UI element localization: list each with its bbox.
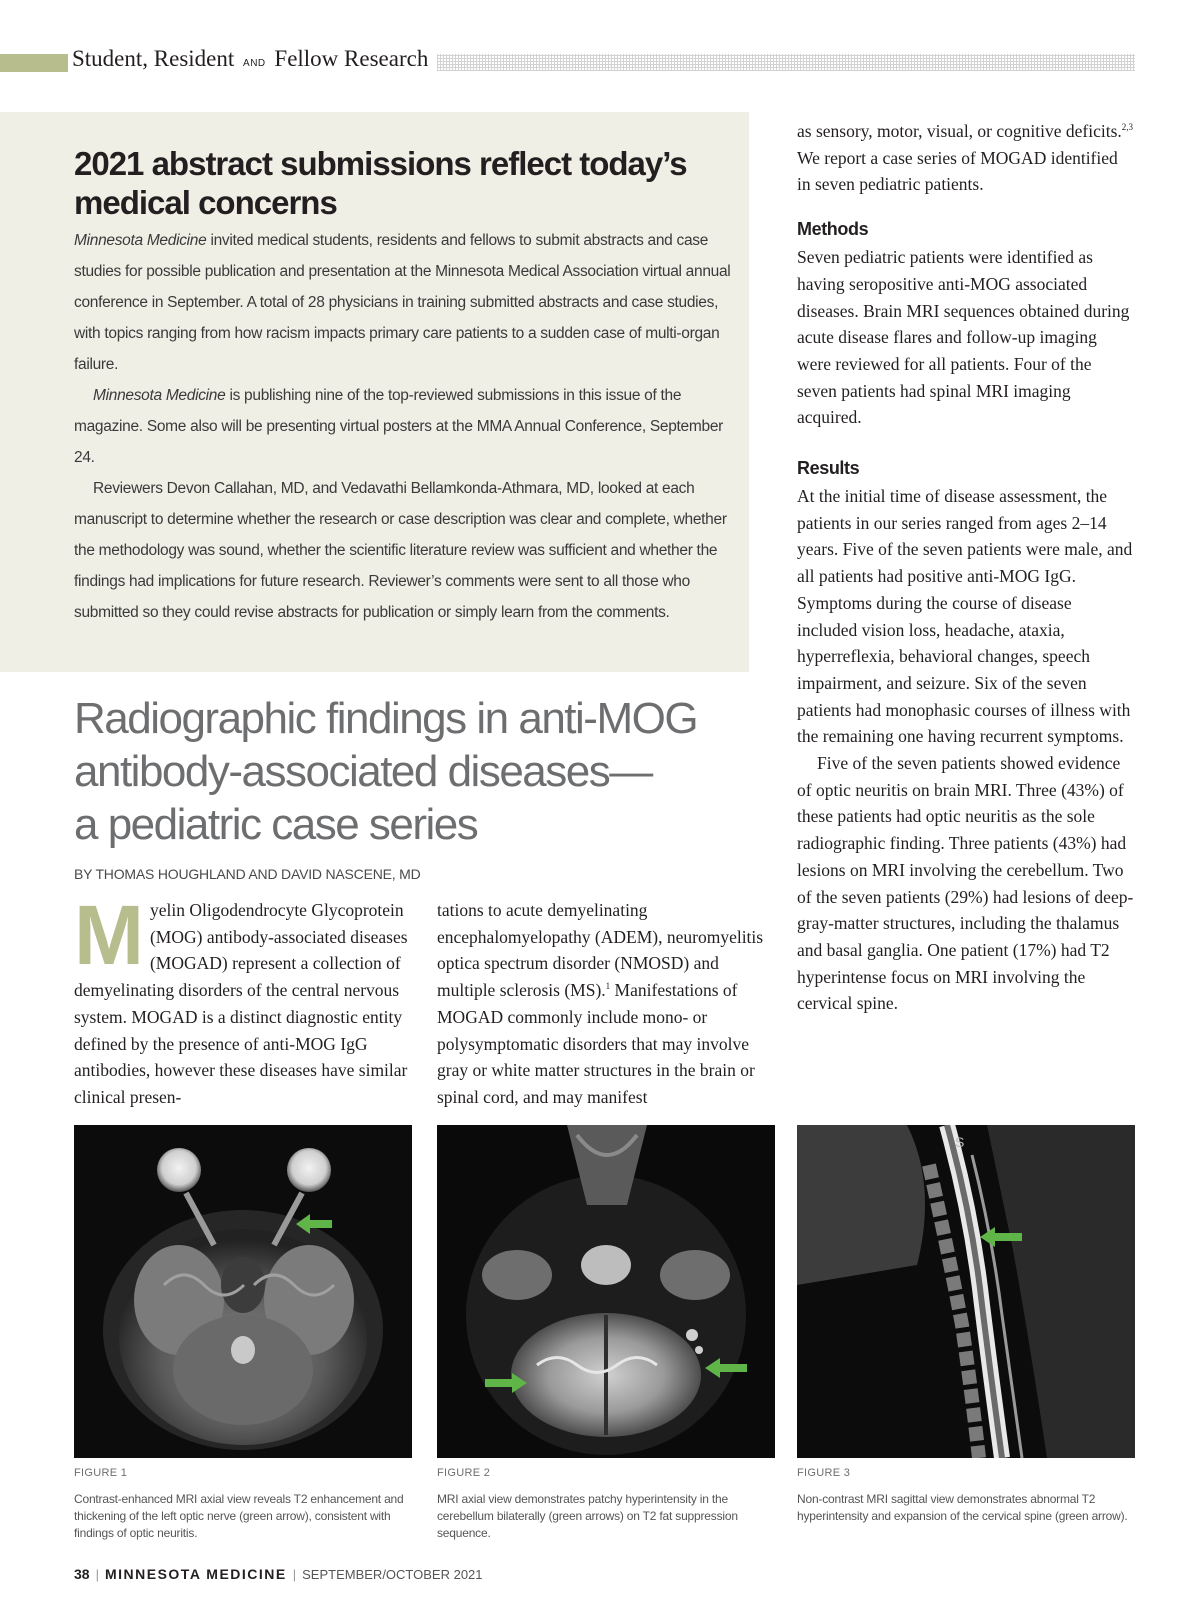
methods-text: Seven pediatric patients were identified as having seropositive anti-MOG associated diseases. Brain MRI sequences obtained during acute disease flares and follow-up imaging were reviewed for all patients. Four of the seven patients had spinal MRI imaging acquired. xyxy=(797,247,1130,428)
results-paragraph-2: Five of the seven patients showed evidence of optic neuritis on brain MRI. Three (43%) of these patients had optic neuritis as the sole radiographic finding. Three patients (43%) had lesions on MRI involving the cerebellum. Two of the seven patients (29%) had lesions of deep-gray-matter structures, including the thalamus and basal ganglia. One patient (17%) had T2 hyperintense focus on MRI involving the cervical spine. xyxy=(797,753,1134,1014)
article-column-2: tations to acute demyelinating encephalomyelopathy (ADEM), neuromyelitis optica spectrum disorder (NMOSD) and multiple sclerosis (MS).$^1$ Manifestations of MOGAD commonly include mono- or polysymptomatic disorders that may involve gray or white matter structures in the brain or spinal cord, and may manifest xyxy=(437,900,764,1107)
figure-2-label: FIGURE 2 xyxy=(437,1467,491,1479)
methods-heading: Methods xyxy=(797,219,869,240)
figure-3-mri-sagittal xyxy=(797,1125,1135,1458)
section-dotted-rule xyxy=(437,54,1135,71)
magazine-name: MINNESOTA MEDICINE xyxy=(104,1566,287,1582)
intro-body xyxy=(74,225,734,628)
figure-1-label: FIGURE 1 xyxy=(74,1467,128,1479)
figure-2-caption: MRI axial view demonstrates patchy hyperintensity in the cerebellum bilaterally (green arrows) on T2 fat suppression sequence. xyxy=(437,1492,738,1540)
section-accent-bar xyxy=(0,54,68,72)
page-footer: 38 | MINNESOTA MEDICINE | SEPTEMBER/OCTOBER 2021 xyxy=(74,1566,483,1582)
figure-3-label: FIGURE 3 xyxy=(797,1467,851,1479)
figure-1-mri-axial xyxy=(74,1125,412,1458)
page-number: 38 xyxy=(74,1566,90,1582)
section-title: Student, Resident AND Fellow Research xyxy=(72,46,429,71)
intro-title: 2021 abstract submissions reflect today’s medical concerns xyxy=(74,145,687,221)
byline: BY THOMAS HOUGHLAND AND DAVID NASCENE, MD xyxy=(74,866,421,882)
drop-cap: M xyxy=(74,888,144,982)
article-column-1: Myelin Oligodendrocyte Glycoprotein (MOG) antibody-associated diseases (MOGAD) represent a collection of demyelinating disorders of the central nervous system. MOGAD is a distinct diagnostic entity defined by the presence of anti-MOG IgG antibodies, however these diseases have similar clinical presen- xyxy=(74,888,408,1107)
orientation-marker: S xyxy=(955,1134,965,1150)
article-title: Radiographic findings in anti-MOG antibody-associated diseases— a pediatric case series xyxy=(74,694,698,849)
figure-3-caption: Non-contrast MRI sagittal view demonstrates abnormal T2 hyperintensity and expansion of the cervical spine (green arrow). xyxy=(797,1492,1128,1523)
intro-paragraph-1: Minnesota Medicine invited medical students, residents and fellows to submit abstracts and case studies for possible publication and presentation at the Minnesota Medical Association virtual annual conference in September. A total of 28 physicians in training submitted abstracts and case studies, with topics ranging from how racism impacts primary care patients to a sudden case of multi-organ failure. xyxy=(74,232,731,373)
intro-paragraph-3: Reviewers Devon Callahan, MD, and Vedavathi Bellamkonda-Athmara, MD, looked at each manuscript to determine whether the research or case description was clear and complete, whether the methodology was sound, whether the scientific literature review was sufficient and whether the findings had implications for future research. Reviewer’s comments were sent to all those who submitted so they could revise abstracts for publication or simply learn from the comments. xyxy=(74,480,727,621)
figure-1-caption: Contrast-enhanced MRI axial view reveals T2 enhancement and thickening of the left optic nerve (green arrow), consistent with findings of optic neuritis. xyxy=(74,1492,404,1540)
results-heading: Results xyxy=(797,458,860,479)
figure-2-mri-axial xyxy=(437,1125,775,1458)
intro-paragraph-2: Minnesota Medicine is publishing nine of the top-reviewed submissions in this issue of the magazine. Some also will be presenting virtual posters at the MMA Annual Conference, September 24. xyxy=(74,387,723,466)
issue-date: SEPTEMBER/OCTOBER 2021 xyxy=(302,1567,483,1582)
results-paragraph-1: At the initial time of disease assessment, the patients in our series ranged from ages 2–14 years. Five of the seven patients were male, and all patients had positive anti-MOG IgG. Symptoms during the course of disease included vision loss, headache, ataxia, hyperreflexia, behavioral changes, speech impairment, and seizure. Six of the seven patients had monophasic courses of illness with the remaining one having recurrent symptoms. xyxy=(797,486,1133,747)
article-column-3: as sensory, motor, visual, or cognitive deficits.$^{2,3}$ We report a case series of MOGAD identified in seven pediatric patients. Methods Seven pediatric patients were identified as having seropositive anti-MOG associated diseases. Brain MRI sequences obtained during acute disease flares and follow-up imaging were reviewed for all patients. Four of the seven patients had spinal MRI imaging acquired. Results At the initial time of disease assessment, the patients in our series ranged from ages 2–14 years. Five of the seven patients were male, and all patients had positive anti-MOG IgG. Symptoms during the course of disease included vision loss, headache, ataxia, hyperreflexia, behavioral changes, speech impairment, and seizure. Six of the seven patients had monophasic courses of illness with the remaining one having recurrent symptoms. Five of the seven patients showed evidence of optic neuritis on brain MRI. Three (43%) of these patients had optic neuritis as the sole radiographic finding. Three patients (43%) had lesions on MRI involving the cerebellum. Two of the seven patients (29%) had lesions of deep-gray-matter structures, including the thalamus and basal ganglia. One patient (17%) had T2 hyperintense focus on MRI involving the cervical spine. xyxy=(797,118,1135,1017)
